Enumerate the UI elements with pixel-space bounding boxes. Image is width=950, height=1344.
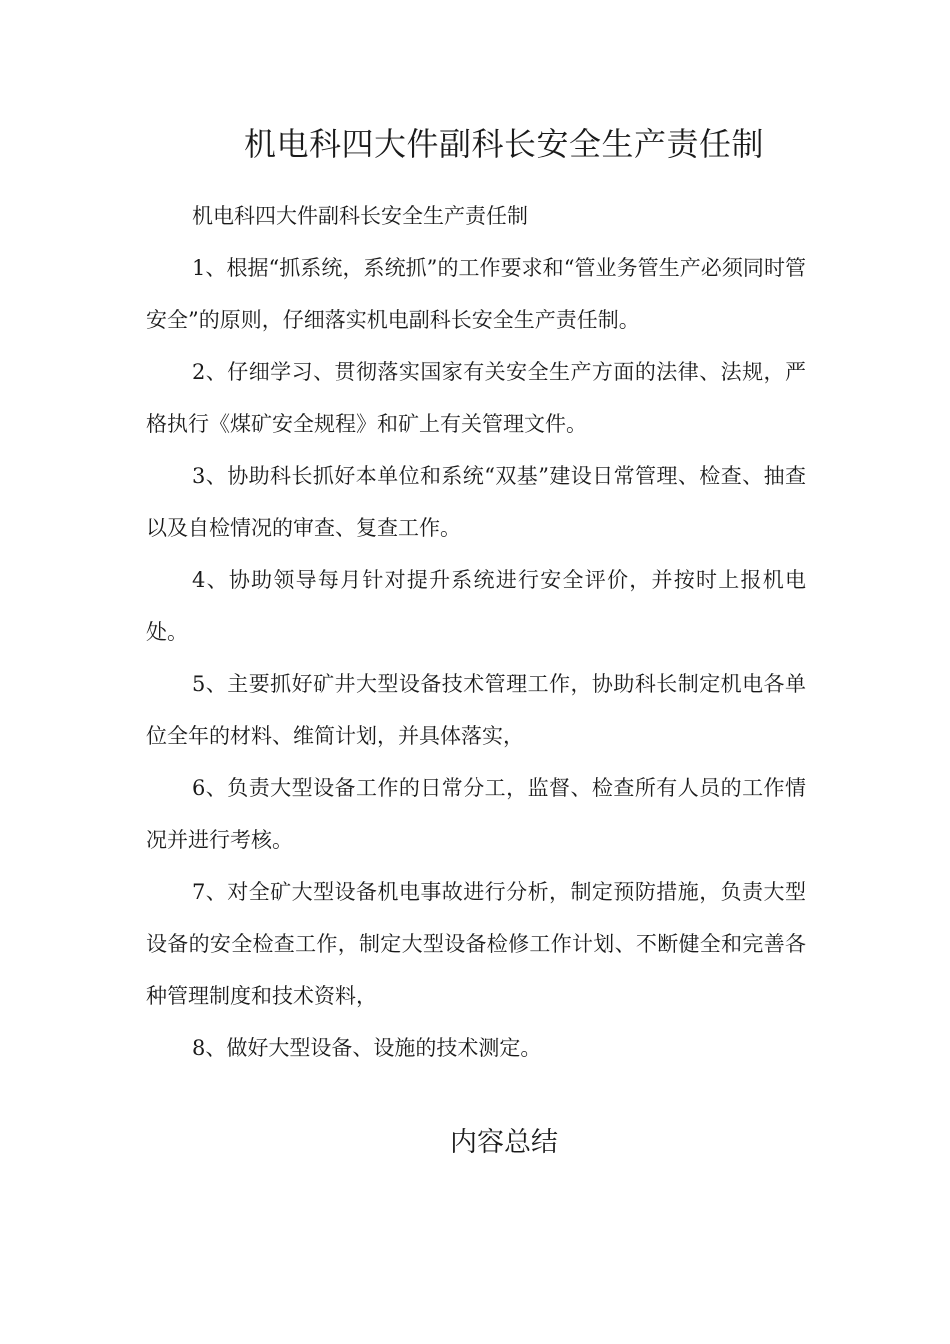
document-title: 机电科四大件副科长安全生产责任制 xyxy=(243,125,764,163)
paragraph-8: 8、做好大型设备、设施的技术测定。 xyxy=(192,1036,542,1060)
paragraph-5: 5、主要抓好矿井大型设备技术管理工作，协助科长制定机电各单位全年的材料、维简计划，并具体落实， xyxy=(146,672,806,748)
document-subtitle: 机电科四大件副科长安全生产责任制 xyxy=(192,204,528,228)
document-body xyxy=(146,190,806,1074)
paragraph-3: 3、协助科长抓好本单位和系统“双基”建设日常管理、检查、抽查以及自检情况的审查、复查工作。 xyxy=(146,464,806,540)
paragraph-6: 6、负责大型设备工作的日常分工，监督、检查所有人员的工作情况并进行考核。 xyxy=(146,776,806,852)
paragraph-2: 2、仔细学习、贯彻落实国家有关安全生产方面的法律、法规，严格执行《煤矿安全规程》和矿上有关管理文件。 xyxy=(146,360,806,436)
paragraph-7: 7、对全矿大型设备机电事故进行分析，制定预防措施，负责大型设备的安全检查工作，制定大型设备检修工作计划、不断健全和完善各种管理制度和技术资料， xyxy=(146,880,806,1008)
paragraph-1: 1、根据“抓系统，系统抓”的工作要求和“管业务管生产必须同时管安全”的原则，仔细落实机电副科长安全生产责任制。 xyxy=(146,256,806,332)
paragraph-4: 4、协助领导每月针对提升系统进行安全评价，并按时上报机电处。 xyxy=(146,568,806,644)
summary-heading: 内容总结 xyxy=(450,1127,558,1158)
